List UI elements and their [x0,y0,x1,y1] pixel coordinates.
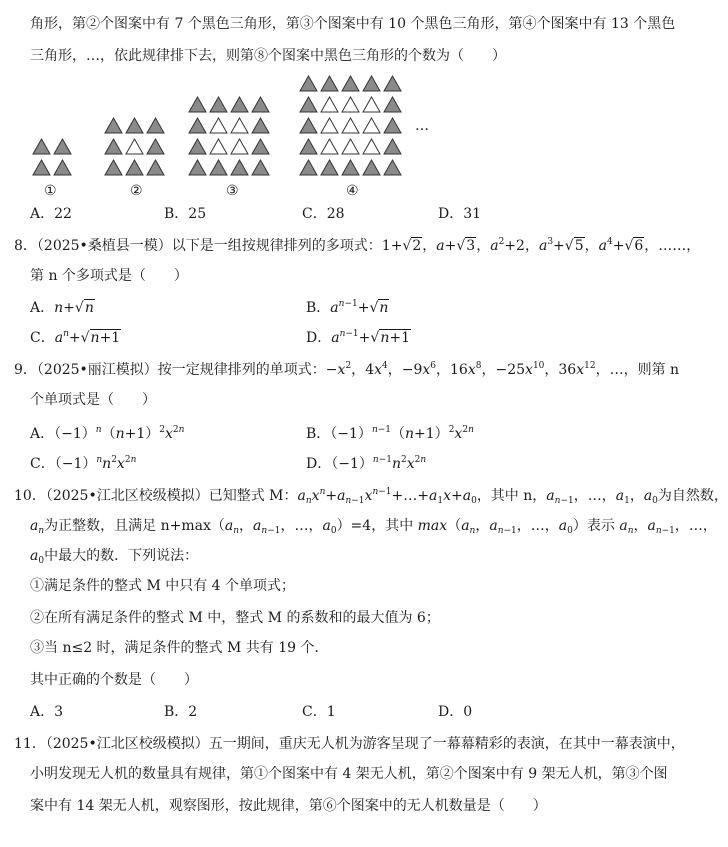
black-triangle [363,160,380,175]
q7-option-d: D．31 [438,206,482,222]
black-triangle [189,160,206,175]
q10-option-b: B．2 [164,704,198,720]
black-triangle [126,118,143,133]
black-triangle [147,118,164,133]
black-triangle [300,76,317,91]
q10-statement-2: ②在所有满足条件的整式 M 中，整式 M 的系数和的最大值为 6； [30,610,440,626]
white-triangle [210,139,227,154]
black-triangle [210,160,227,175]
black-triangle [33,160,50,175]
black-triangle [321,76,338,91]
black-triangle [231,97,248,112]
q10-option-c: C．1 [302,704,336,720]
white-triangle [321,97,338,112]
white-triangle [342,139,359,154]
fig-label-4: ④ [346,183,359,199]
white-triangle [210,118,227,133]
black-triangle [384,160,401,175]
q11-stem-line3: 案中有 14 架无人机，观察图形，按此规律，第⑥个图案中的无人机数量是（ ） [30,798,547,814]
black-triangle [231,160,248,175]
white-triangle [363,139,380,154]
black-triangle [384,118,401,133]
q8-stem-line2: 第 n 个多项式是（ ） [30,268,188,284]
black-triangle [147,139,164,154]
black-triangle [54,139,71,154]
q9-option-c: C．$(-1)^nn^2x^{2n}$ [30,455,137,472]
black-triangle [126,160,143,175]
q8-option-d: D．$a^{n-1}+√n+1$ [306,329,410,346]
black-triangle [33,139,50,154]
q7-option-c: C．28 [302,206,345,222]
black-triangle [300,97,317,112]
q9-option-b: B．$(-1)^{n-1}(n+1)^2x^{2n}$ [306,425,474,442]
q8-option-c: C．$a^n+√n+1$ [30,329,121,346]
q10-statement-1: ①满足条件的整式 M 中只有 4 个单项式； [30,578,296,594]
fig-label-1: ① [44,183,57,199]
black-triangle [252,118,269,133]
black-triangle [342,76,359,91]
black-triangle [384,97,401,112]
triangle-pattern-figure [0,0,697,210]
q9-option-d: D．$(-1)^{n-1}n^2x^{2n}$ [306,455,427,472]
q11-stem-line2: 小明发现无人机的数量具有规律，第①个图案中有 4 架无人机，第②个图案中有 9 架无人机，第③个图 [30,766,668,782]
fig-label-2: ② [130,183,143,199]
white-triangle [321,139,338,154]
q8-option-b: B．$a^{n-1}+√n$ [306,299,389,316]
black-triangle [300,139,317,154]
q7-stem-line2: 三角形，…，依此规律排下去，则第⑧个图案中黑色三角形的个数为（ ） [30,48,506,64]
black-triangle [210,97,227,112]
black-triangle [252,139,269,154]
white-triangle [231,139,248,154]
q10-stem-line2: $a_n$为正整数，且满足 $n+\max(a_n$，$a_{n-1}$，…，$a_0)=4$，其中 $\max(a_n$，$a_{n-1}$，…，$a_0$）表示 $a_n$，$a_{n-1}$，…， [30,518,717,536]
black-triangle [54,160,71,175]
black-triangle [105,160,122,175]
q11-stem-line1: 11．（2025•江北区校级模拟）五一期间，重庆无人机为游客呈现了一幕幕精彩的表演，在其中一幕表演中， [14,736,685,752]
q9-stem-line1: 9．（2025•丽江模拟）按一定规律排列的单项式：$-x^2$，$4x^4$，$-9x^6$，$16x^8$，$-25x^{10}$，$36x^{12}$，…，则第 n [14,361,680,378]
white-triangle [321,118,338,133]
black-triangle [147,160,164,175]
q10-option-d: D．0 [438,704,473,720]
q7-stem-line1: 角形，第②个图案中有 7 个黑色三角形，第③个图案中有 10 个黑色三角形，第④个图案中有 13 个黑色 [30,16,676,32]
q10-ask: 其中正确的个数是（ ） [30,672,198,688]
q9-stem-line2: 个单项式是（ ） [30,392,156,408]
black-triangle [105,139,122,154]
black-triangle [252,97,269,112]
black-triangle [300,118,317,133]
q10-stem-line1: 10．（2025•江北区校级模拟）已知整式 M：$a_nx^n+a_{n-1}x^{n-1}+\dots+a_1x+a_0$，其中 n，$a_{n-1}$，…，$a_1$，$a_0$为自然数， [14,487,728,506]
black-triangle [189,139,206,154]
q10-stem-line3: $a_0$中最大的数．下列说法： [30,548,199,566]
white-triangle [363,97,380,112]
black-triangle [363,76,380,91]
white-triangle [342,118,359,133]
black-triangle [300,160,317,175]
black-triangle [321,160,338,175]
fig-label-3: ③ [226,183,239,199]
white-triangle [363,118,380,133]
black-triangle [105,118,122,133]
white-triangle [126,139,143,154]
q7-option-b: B．25 [164,206,207,222]
white-triangle [231,118,248,133]
black-triangle [189,118,206,133]
q10-option-a: A．3 [30,704,64,720]
q7-option-a: A．22 [30,206,72,222]
black-triangle [384,76,401,91]
q8-stem-line1: 8．（2025•桑植县一模）以下是一组按规律排列的多项式：1+√2，a+√3，$a^2+2$，$a^3+√5$，$a^4+√6$，……， [14,237,701,254]
fig-ellipsis: … [415,118,431,134]
black-triangle [342,160,359,175]
black-triangle [384,139,401,154]
black-triangle [252,160,269,175]
q10-statement-3: ③当 n≤2 时，满足条件的整式 M 共有 19 个． [30,640,329,656]
q9-option-a: A．$(-1)^n(n+1)^2x^{2n}$ [30,425,185,442]
q8-option-a: A．n+√n [30,300,94,316]
black-triangle [189,97,206,112]
white-triangle [342,97,359,112]
